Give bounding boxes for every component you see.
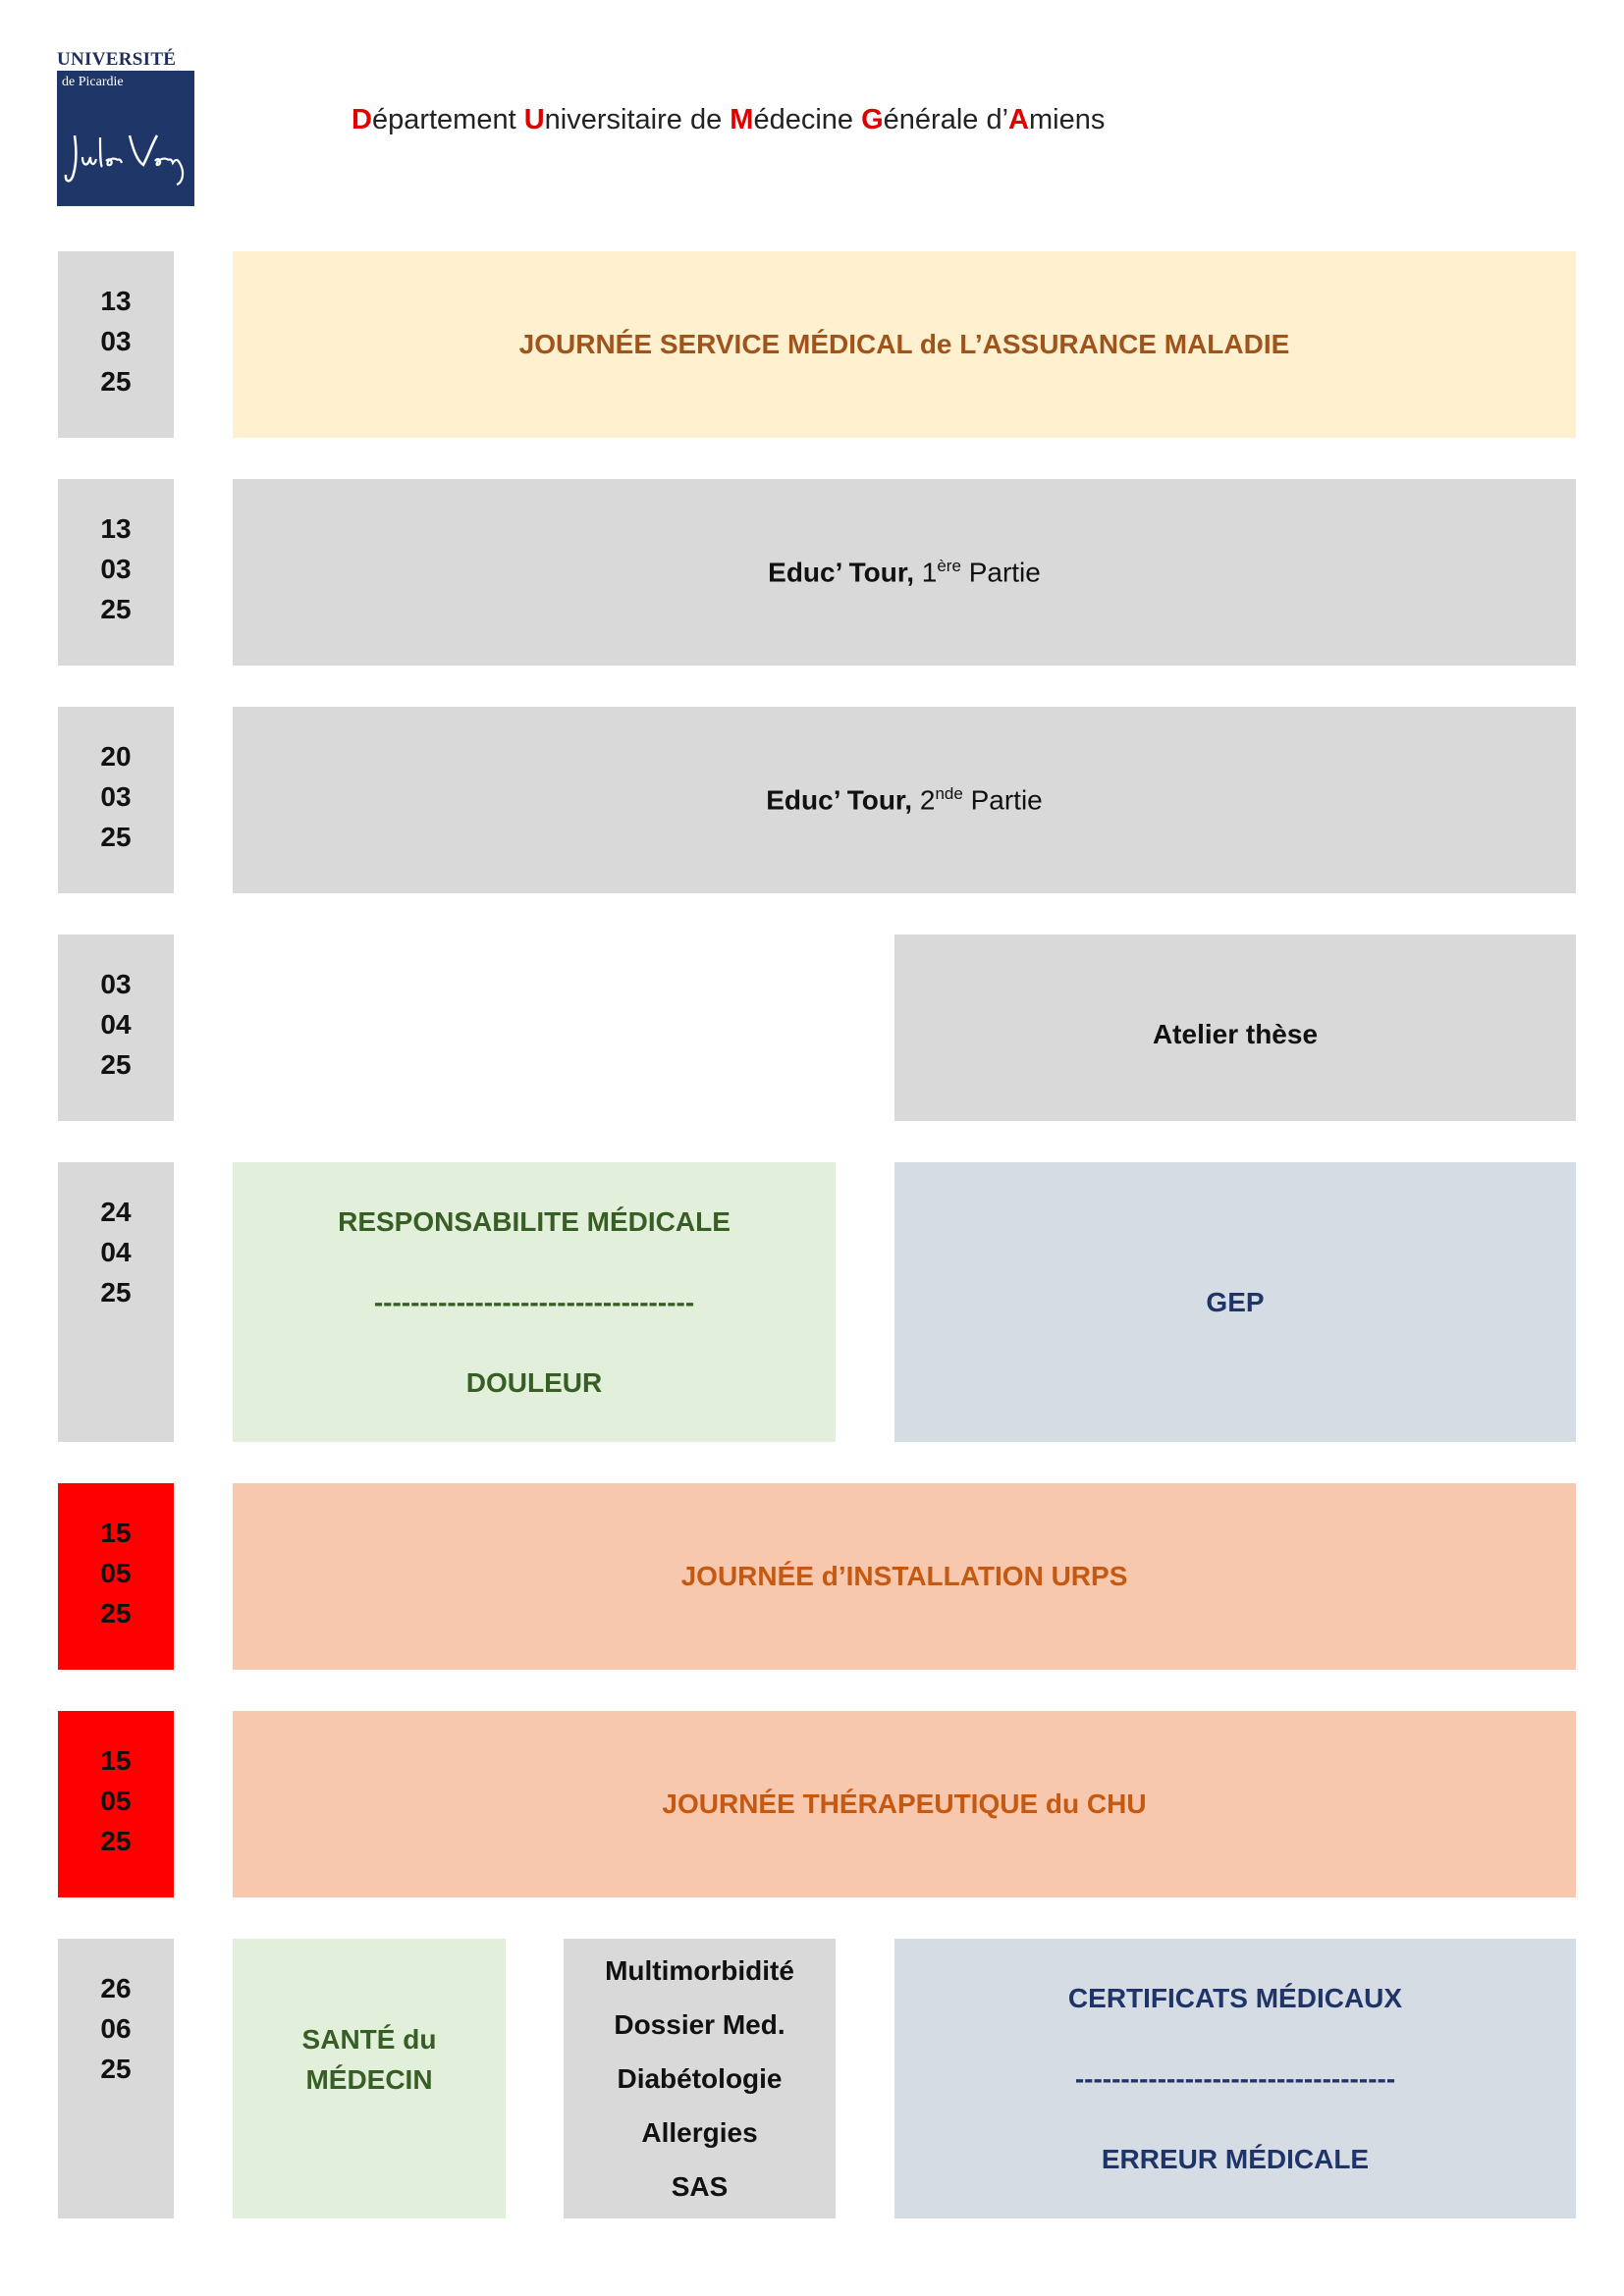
date-cell — [58, 1939, 174, 2218]
event-educ-tour-2-title — [766, 784, 1043, 816]
event-gep — [894, 1162, 1576, 1442]
header-text-2: niversitaire de — [544, 104, 731, 135]
jules-verne-signature-icon — [61, 128, 190, 187]
event-sante-line-1: SANTÉ du — [301, 2023, 437, 2055]
university-logo — [57, 49, 194, 206]
date-year: 25 — [100, 1277, 132, 1308]
date-year: 25 — [100, 2054, 132, 2084]
event-certificats-title: CERTIFICATS MÉDICAUX — [1067, 1982, 1403, 2013]
event-chu-title: JOURNÉE THÉRAPEUTIQUE du CHU — [662, 1789, 1147, 1819]
event-topics-list — [564, 1939, 836, 2218]
educ1-sup: ère — [937, 556, 961, 575]
date-year: 25 — [100, 822, 132, 852]
date-day: 15 — [100, 1745, 132, 1776]
date-month: 03 — [100, 326, 132, 356]
date-year: 25 — [100, 594, 132, 624]
date-day: 26 — [100, 1973, 132, 2003]
date-month: 03 — [100, 554, 132, 584]
department-title — [352, 104, 1105, 136]
topic-item: SAS — [671, 2171, 729, 2202]
date-month: 06 — [100, 2013, 132, 2044]
event-sante-line-2: MÉDECIN — [305, 2063, 433, 2095]
date-day: 13 — [100, 513, 132, 544]
event-cpam-title: JOURNÉE SERVICE MÉDICAL de L’ASSURANCE MALADIE — [518, 329, 1290, 359]
date-cell — [58, 934, 174, 1121]
educ1-num: 1 — [921, 557, 938, 588]
date-year: 25 — [100, 1049, 132, 1080]
header-text-5: miens — [1028, 104, 1106, 135]
date-month: 05 — [100, 1558, 132, 1588]
date-year: 25 — [100, 366, 132, 397]
date-year: 25 — [100, 1826, 132, 1856]
event-chu — [233, 1711, 1576, 1897]
date-cell — [58, 1162, 174, 1442]
event-educ-tour-1-title — [768, 557, 1041, 588]
date-day: 03 — [100, 969, 132, 999]
header-letter-g: G — [861, 104, 884, 135]
educ1-rest: Partie — [968, 557, 1041, 588]
educ2-sup: nde — [935, 783, 963, 803]
event-atelier-these-title: Atelier thèse — [1152, 1019, 1319, 1049]
event-separator: ----------------------------------- — [1074, 2062, 1396, 2094]
event-responsabilite-title: RESPONSABILITE MÉDICALE — [338, 1205, 731, 1237]
educ2-rest: Partie — [970, 784, 1043, 816]
educ2-bold: Educ’ Tour, — [766, 784, 913, 816]
date-month: 04 — [100, 1009, 132, 1040]
header-letter-u: U — [523, 104, 545, 135]
header-letter-a: A — [1008, 104, 1029, 135]
event-erreur-title: ERREUR MÉDICALE — [1101, 2143, 1370, 2174]
event-urps-title: JOURNÉE d’INSTALLATION URPS — [680, 1561, 1128, 1591]
event-separator: ----------------------------------- — [373, 1286, 695, 1317]
event-educ-tour-2 — [233, 707, 1576, 893]
logo-blue-box — [57, 71, 194, 206]
date-cell-highlight — [58, 1483, 174, 1670]
event-urps — [233, 1483, 1576, 1670]
educ2-num: 2 — [919, 784, 936, 816]
date-cell-highlight — [58, 1711, 174, 1897]
header-letter-d: D — [352, 104, 372, 135]
event-certificats-erreur — [894, 1939, 1576, 2218]
date-year: 25 — [100, 1598, 132, 1629]
date-cell — [58, 251, 174, 438]
date-day: 15 — [100, 1518, 132, 1548]
event-sante-medecin — [233, 1939, 506, 2218]
event-cpam — [233, 251, 1576, 438]
date-month: 03 — [100, 781, 132, 812]
logo-university-text: UNIVERSITÉ — [57, 49, 177, 70]
date-day: 13 — [100, 286, 132, 316]
date-day: 24 — [100, 1197, 132, 1227]
event-educ-tour-1 — [233, 479, 1576, 666]
date-month: 04 — [100, 1237, 132, 1267]
topic-item: Allergies — [641, 2117, 758, 2148]
header-text-3: édecine — [753, 104, 862, 135]
date-month: 05 — [100, 1786, 132, 1816]
header-letter-m: M — [730, 104, 754, 135]
header-text-4: énérale d’ — [883, 104, 1009, 135]
educ1-bold: Educ’ Tour, — [768, 557, 914, 588]
date-day: 20 — [100, 741, 132, 772]
logo-subtitle: de Picardie — [62, 75, 124, 89]
event-gep-title: GEP — [1206, 1286, 1265, 1317]
topic-item: Diabétologie — [617, 2063, 783, 2094]
event-responsabilite-douleur — [233, 1162, 836, 1442]
topic-item: Multimorbidité — [605, 1955, 794, 1986]
header-text-1: épartement — [371, 104, 524, 135]
event-douleur-title: DOULEUR — [465, 1366, 603, 1398]
date-cell — [58, 707, 174, 893]
topic-item: Dossier Med. — [614, 2009, 785, 2040]
date-cell — [58, 479, 174, 666]
event-atelier-these — [894, 934, 1576, 1121]
